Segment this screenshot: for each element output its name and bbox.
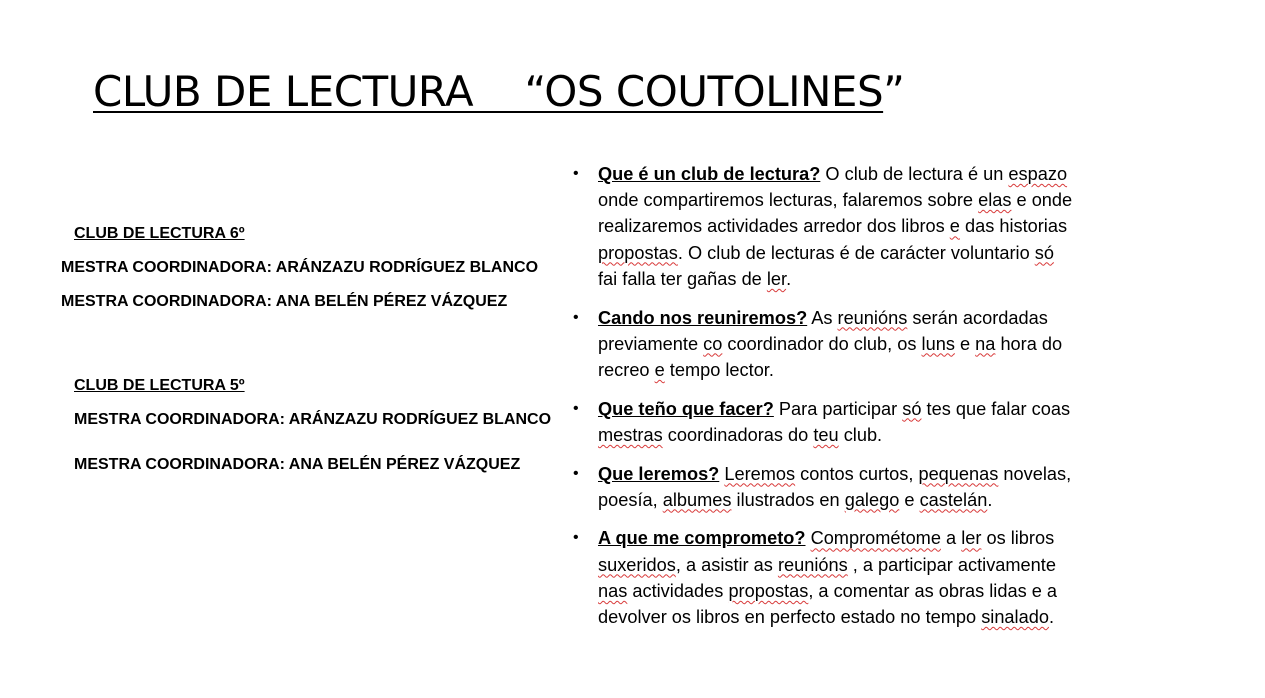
page-title — [93, 68, 904, 116]
answer-text: tempo lector. — [664, 359, 774, 380]
flagged-word: ler — [766, 268, 787, 289]
flagged-word: teu — [813, 424, 839, 445]
faq-list — [573, 161, 1073, 643]
faq-item — [573, 305, 1073, 384]
answer-text: onde compartiremos lecturas, falaremos sobre — [598, 190, 979, 211]
flagged-word: albumes — [662, 489, 732, 510]
answer-text: ilustrados en — [731, 489, 845, 510]
answer-text: e — [899, 489, 920, 510]
faq-item — [573, 161, 1073, 292]
title-underlined: CLUB DE LECTURA “OS COUTOLINES — [93, 67, 884, 116]
faq-question: Que é un club de lectura? — [598, 164, 821, 184]
flagged-word: reunións — [837, 307, 908, 328]
flagged-word: na — [975, 333, 996, 354]
flagged-word: e — [949, 216, 960, 237]
flagged-word: sinalado — [981, 607, 1049, 628]
answer-text: . — [786, 268, 792, 289]
answer-text: e — [954, 333, 976, 354]
club-5-coordinator-2: MESTRA COORDINADORA: ANA BELÉN PÉREZ VÁZQUEZ — [74, 456, 521, 473]
flagged-word: elas — [978, 190, 1012, 211]
flagged-word: castelán — [919, 489, 988, 510]
answer-text: . — [1048, 607, 1055, 628]
club-5-coordinator-1: MESTRA COORDINADORA: ARÁNZAZU RODRÍGUEZ BLANCO — [74, 411, 552, 428]
answer-text: tes que falar coas — [921, 398, 1071, 419]
flagged-word: Comprométome — [810, 528, 941, 549]
club-5-heading: CLUB DE LECTURA 5º — [74, 377, 245, 394]
answer-text: contos curtos, — [795, 463, 919, 484]
flagged-word: ler — [961, 528, 982, 549]
club-6-coordinator-1: MESTRA COORDINADORA: ARÁNZAZU RODRÍGUEZ BLANCO — [61, 259, 539, 276]
answer-text: coordinador do club, os — [722, 333, 922, 354]
flagged-word: só — [902, 398, 922, 419]
answer-text: Para participar — [773, 398, 903, 419]
answer-text: a — [940, 528, 962, 549]
flagged-word: co — [703, 333, 723, 354]
flagged-word: luns — [921, 333, 955, 354]
answer-text: club. — [838, 424, 883, 445]
flagged-word: pequenas — [918, 463, 999, 484]
flagged-word: suxeridos — [598, 554, 676, 575]
flagged-word: galego — [844, 489, 900, 510]
flagged-word: propostas — [598, 242, 678, 263]
faq-question: A que me comprometo? — [598, 528, 806, 549]
flagged-word: e — [654, 359, 665, 380]
answer-text: e onde realizaremos actividades arredor dos libros — [598, 190, 1073, 237]
club-6-heading: CLUB DE LECTURA 6º — [74, 225, 245, 242]
answer-text: coordinadoras do — [662, 424, 814, 445]
faq-question: Cando nos reuniremos? — [598, 307, 808, 328]
flagged-word: Leremos — [724, 463, 796, 484]
faq-question: Que teño que facer? — [598, 398, 774, 419]
answer-text: . O club de lecturas é de carácter voluntario — [677, 242, 1035, 263]
flagged-word: propostas — [728, 580, 809, 601]
faq-item — [573, 396, 1073, 448]
answer-text: As — [807, 307, 838, 328]
flagged-word: mestras — [598, 424, 663, 445]
faq-question: Que leremos? — [598, 463, 720, 484]
faq-item — [573, 461, 1073, 513]
answer-text: O club de lectura é un — [820, 164, 1009, 184]
answer-text: novelas, poesía, — [598, 463, 1072, 510]
answer-text: , a participar activamente — [847, 554, 1056, 575]
flagged-word: reunións — [777, 554, 848, 575]
flagged-word: espazo — [1008, 164, 1068, 184]
answer-text: , a asistir as — [675, 554, 778, 575]
title-tail: ” — [883, 67, 905, 116]
answer-text: serán acordadas previamente — [598, 307, 1048, 354]
answer-text: das historias — [959, 216, 1068, 237]
answer-text: . — [987, 489, 993, 510]
flagged-word: só — [1034, 242, 1054, 263]
answer-text: actividades — [627, 580, 729, 601]
club-6-coordinator-2: MESTRA COORDINADORA: ANA BELÉN PÉREZ VÁZQUEZ — [61, 293, 508, 310]
faq-item — [573, 525, 1073, 630]
answer-text: hora do recreo — [598, 333, 1063, 380]
answer-text: fai falla ter gañas de — [598, 268, 767, 289]
answer-text: os libros — [981, 528, 1055, 549]
answer-text: , a comentar as obras lidas e a devolver os libros en perfecto estado no tempo — [598, 580, 1058, 628]
flagged-word: nas — [598, 580, 628, 601]
